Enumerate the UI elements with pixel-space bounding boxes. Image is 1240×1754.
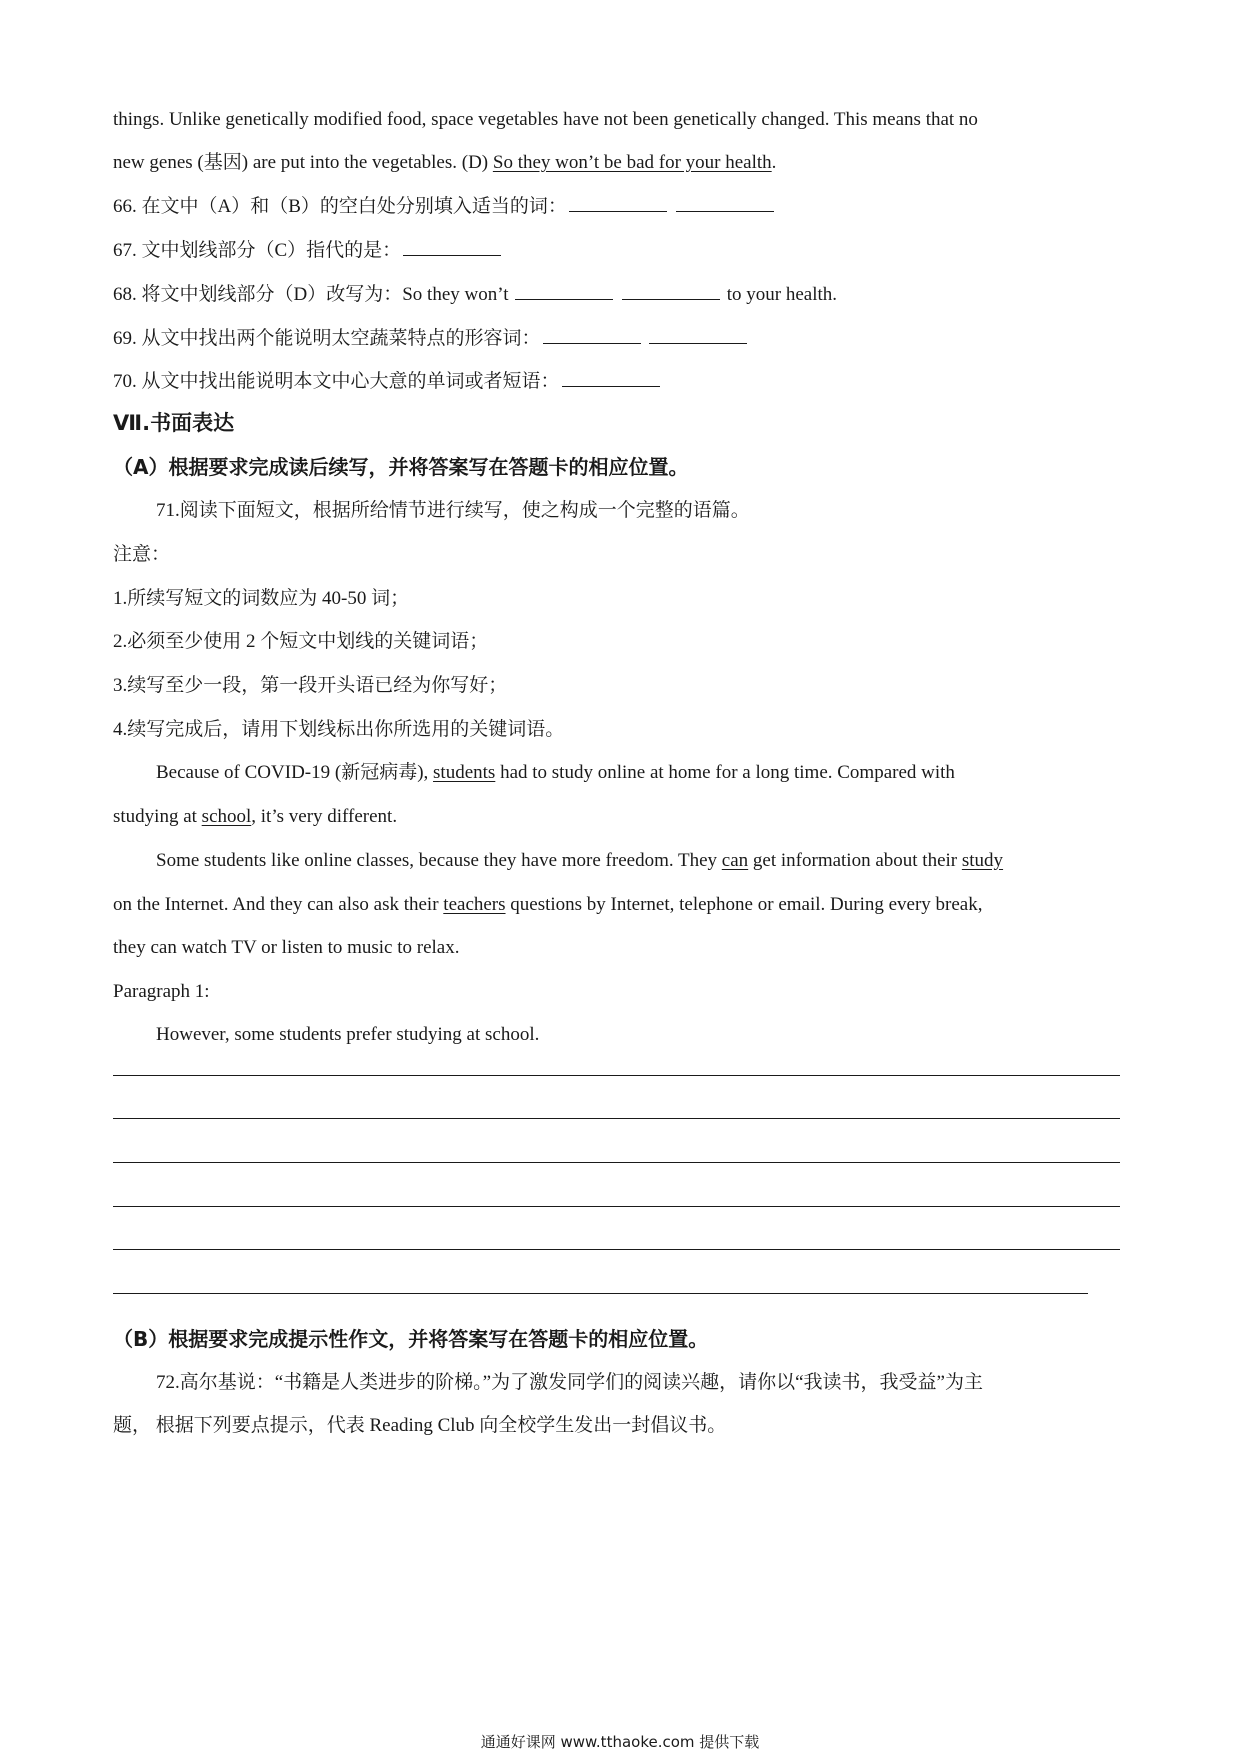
answer-blank (649, 325, 747, 344)
answer-blank (543, 325, 641, 344)
story-p1-line-1 (156, 760, 955, 786)
story-text: had to study online at home for a long time. Compared with (495, 762, 955, 783)
answer-blank (403, 237, 501, 256)
keyword-study: study (961, 850, 1004, 871)
story-text: questions by Internet, telephone or email. During every break, (505, 894, 983, 915)
question-67 (113, 237, 503, 264)
keyword-teachers: teachers (443, 894, 506, 915)
answer-blank (569, 193, 667, 212)
underlined-sentence-d: So they won’t be bad for your health (492, 152, 772, 173)
story-p2-line-2 (113, 892, 983, 918)
story-p1-line-2 (113, 804, 397, 830)
part-a-title: （A）根据要求完成读后续写，并将答案写在答题卡的相应位置。 (113, 455, 689, 479)
note-2: 2.必须至少使用 2 个短文中划线的关键词语； (113, 631, 489, 652)
story-text: , it’s very different. (251, 806, 398, 827)
answer-blank (515, 281, 613, 300)
paragraph-opening: However, some students prefer studying at school. (156, 1024, 540, 1045)
passage-line-2-text: new genes (基因) are put into the vegetables. (D) (113, 152, 493, 173)
passage-line-2 (113, 150, 776, 176)
writing-line (113, 1162, 1120, 1163)
keyword-school: school (201, 806, 252, 827)
story-text: on the Internet. And they can also ask their (113, 894, 444, 915)
section-7-title: Ⅶ.书面表达 (113, 411, 235, 435)
notes-label: 注意： (113, 544, 171, 565)
story-text: Some students like online classes, because they have more freedom. They (156, 850, 722, 871)
passage-line-1: things. Unlike genetically modified food, space vegetables have not been genetically changed. This means that no (113, 109, 978, 130)
question-68-end: to your health. (722, 284, 838, 305)
story-text: get information about their (748, 850, 962, 871)
answer-blank (676, 193, 774, 212)
paragraph-label: Paragraph 1: (113, 981, 210, 1002)
keyword-can: can (721, 850, 749, 871)
writing-line (113, 1075, 1120, 1076)
question-69 (113, 325, 749, 352)
answer-blank (562, 368, 660, 387)
story-text: studying at (113, 806, 202, 827)
question-66 (113, 193, 776, 220)
keyword-students: students (433, 762, 496, 783)
writing-line (113, 1206, 1120, 1207)
question-68 (113, 281, 837, 308)
story-text: Because of COVID-19 (新冠病毒), (156, 762, 434, 783)
page-footer: 通通好课网 www.tthaoke.com 提供下载 (480, 1733, 760, 1751)
question-70-text: 70. 从文中找出能说明本文中心大意的单词或者短语： (113, 371, 560, 392)
writing-line (113, 1118, 1120, 1119)
note-3: 3.续写至少一段，第一段开头语已经为你写好； (113, 675, 508, 696)
question-72-line-2: 题， 根据下列要点提示，代表 Reading Club 向全校学生发出一封倡议书。 (113, 1415, 727, 1436)
question-69-text: 69. 从文中找出两个能说明太空蔬菜特点的形容词： (113, 328, 541, 349)
writing-line (113, 1249, 1120, 1250)
question-66-text: 66. 在文中（A）和（B）的空白处分别填入适当的词： (113, 196, 567, 217)
passage-line-2-end: . (771, 152, 777, 173)
question-67-text: 67. 文中划线部分（C）指代的是： (113, 240, 402, 261)
story-p2-line-1 (156, 848, 1003, 874)
writing-line (113, 1293, 1088, 1294)
question-71-intro: 71.阅读下面短文，根据所给情节进行续写，使之构成一个完整的语篇。 (156, 500, 750, 521)
answer-blank (622, 281, 720, 300)
note-4: 4.续写完成后，请用下划线标出你所选用的关键词语。 (113, 719, 565, 740)
story-p2-line-3: they can watch TV or listen to music to relax. (113, 937, 460, 958)
question-72-line-1: 72.高尔基说：“书籍是人类进步的阶梯。”为了激发同学们的阅读兴趣，请你以“我读书，我受益”为主 (156, 1372, 983, 1393)
note-1: 1.所续写短文的词数应为 40-50 词； (113, 588, 410, 609)
part-b-title: （B）根据要求完成提示性作文，并将答案写在答题卡的相应位置。 (113, 1327, 709, 1351)
question-68-text: 68. 将文中划线部分（D）改写为：So they won’t (113, 284, 514, 305)
question-70 (113, 368, 662, 395)
